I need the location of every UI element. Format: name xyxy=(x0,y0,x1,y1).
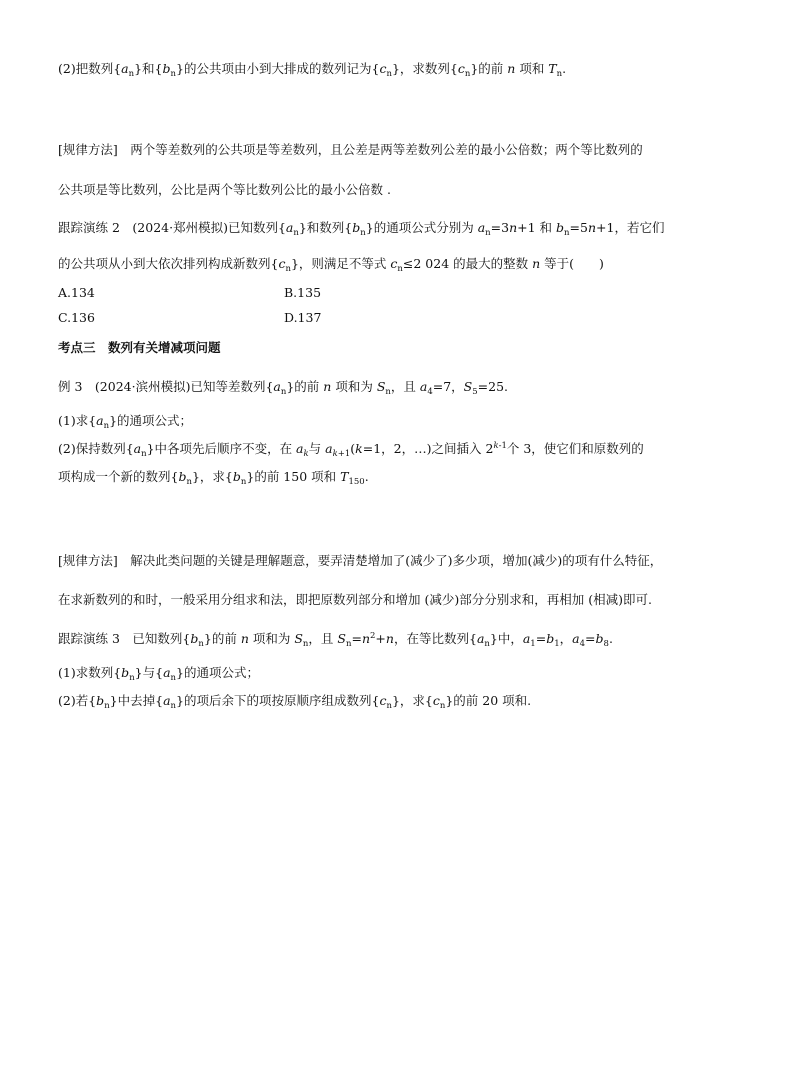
example-3-part-2-line-1: (2)保持数列$\{a_n\}$中各项先后顺序不变，在 $a_k$与 $a_{k+1}(k=1$，2，…)之间插入 2$^{k-1}$个 3，使它们和原数列的 xyxy=(58,441,644,459)
method-note-2-line-1: [规律方法] 解决此类问题的关键是理解题意，要弄清楚增加了(减少了)多少项，增加(减少)的项有什么特征， xyxy=(58,553,663,568)
exercise-3-statement: 跟踪演练 3 已知数列$\{b_n\}$的前 n 项和为 $S_n$，且 $S_n=n^2+n$，在等比数列$\{a_n\}$中，$a_1=b_1$，$a_4=b_8$. xyxy=(58,631,613,649)
option-b: B.135 xyxy=(284,285,322,300)
example-3-part-2-line-2: 项构成一个新的数列$\{b_n\}$，求$\{b_n\}$的前 150 项和 $T_{150}$. xyxy=(58,469,369,487)
exercise-2-line-2: 的公共项从小到大依次排列构成新数列$\{c_n\}$，则满足不等式 $c_n\le 2$ 024 的最大的整数 n 等于( ) xyxy=(58,256,604,274)
example-3-part-1: (1)求$\{a_n\}$的通项公式； xyxy=(58,413,193,431)
option-d: D.137 xyxy=(284,310,322,325)
method-note-1-line-2: 公共项是等比数列，公比是两个等比数列公比的最小公倍数 . xyxy=(58,182,391,197)
method-note-1-line-1: [规律方法] 两个等差数列的公共项是等差数列，且公差是两等差数列公差的最小公倍数；两个等比数列的 xyxy=(58,142,643,157)
problem-part-2-common-terms: (2)把数列$\{a_n\}$和$\{b_n\}$的公共项由小到大排成的数列记为$\{c_n\}$，求数列$\{c_n\}$的前 n 项和 $T_n$. xyxy=(58,61,567,79)
exercise-3-part-1: (1)求数列$\{b_n\}$与$\{a_n\}$的通项公式； xyxy=(58,665,259,683)
exercise-2-line-1: 跟踪演练 2 (2024·郑州模拟)已知数列$\{a_n\}$和数列$\{b_n\}$的通项公式分别为 $a_n=3n+1$ 和 $b_n=5n+1$，若它们 xyxy=(58,220,665,238)
section-heading-3: 考点三 数列有关增减项问题 xyxy=(58,340,221,355)
option-c: C.136 xyxy=(58,310,95,325)
method-note-2-line-2: 在求新数列的和时，一般采用分组求和法，即把原数列部分和增加 (减少)部分分别求和，再相加 (相减)即可. xyxy=(58,592,652,607)
option-a: A.134 xyxy=(58,285,95,300)
example-3-statement: 例 3 (2024·滨州模拟)已知等差数列$\{a_n\}$的前 n 项和为 $S_n$，且 $a_4=7$，$S_5=25$. xyxy=(58,379,509,397)
exercise-3-part-2: (2)若$\{b_n\}$中去掉$\{a_n\}$的项后余下的项按原顺序组成数列$\{c_n\}$，求$\{c_n\}$的前 20 项和. xyxy=(58,693,532,711)
